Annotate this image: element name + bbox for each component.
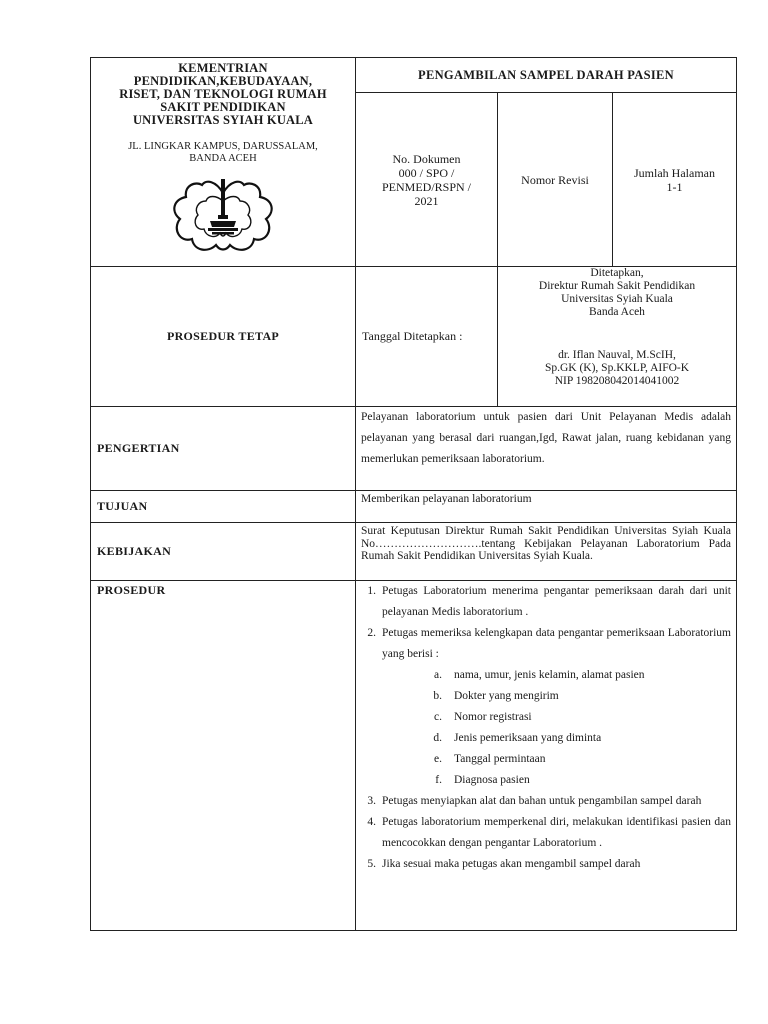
document-title: PENGAMBILAN SAMPEL DARAH PASIEN <box>356 58 737 93</box>
pengertian-label: PENGERTIAN <box>91 407 356 491</box>
spo-table <box>90 57 737 931</box>
university-logo <box>168 171 278 253</box>
list-item: a. nama, umur, jenis kelamin, alamat pasien <box>434 669 645 681</box>
procedure-steps <box>356 581 736 875</box>
list-item: d. Jenis pemeriksaan yang diminta <box>433 732 602 744</box>
signatory-block: dr. Iflan Nauval, M.ScIH, Sp.GK (K), Sp.KKLP, AIFO-K NIP 198208042014041002 <box>544 349 690 387</box>
list-item: f. Diagnosa pasien <box>435 774 530 786</box>
list-item: c. Nomor registrasi <box>434 711 532 723</box>
tujuan-label: TUJUAN <box>91 491 356 523</box>
list-item: e. Tanggal permintaan <box>434 753 546 765</box>
approval-signature-cell <box>498 267 737 407</box>
prosedur-content <box>356 581 737 931</box>
page-count-cell: Jumlah Halaman 1-1 <box>613 93 737 267</box>
institution-address: JL. LINGKAR KAMPUS, DARUSSALAM, BANDA ACEH <box>128 141 318 164</box>
list-item: b. Dokter yang mengirim <box>433 690 559 702</box>
tujuan-text: Memberikan pelayanan laboratorium <box>356 491 737 523</box>
kebijakan-label: KEBIJAKAN <box>91 523 356 581</box>
required-data-list <box>382 665 731 791</box>
pengertian-text: Pelayanan laboratorium untuk pasien dari Unit Pelayanan Medis adalah pelayanan yang berasal dari ruangan,Igd, Rawat jalan, ruang kebidanan yang memerlukan pemeriksaan laboratorium. <box>356 407 737 491</box>
kebijakan-text: Surat Keputusan Direktur Rumah Sakit Pendidikan Universitas Syiah Kuala No……………………….tentang Kebijakan Pelayanan Laboratorium Pada Rumah Sakit Pendidikan Universitas Syiah Kuala. <box>356 523 737 581</box>
procedure-step: 3. Petugas menyiapkan alat dan bahan untuk pengambilan sampel darah <box>367 795 702 807</box>
spo-document <box>90 57 736 931</box>
approval-block: Ditetapkan, Direktur Rumah Sakit Pendidikan Universitas Syiah Kuala Banda Aceh <box>538 267 696 318</box>
procedure-step: 1. Petugas Laboratorium menerima pengantar pemeriksaan darah dari unit pelayanan Medis laboratorium . <box>367 585 731 618</box>
institution-header-cell <box>91 58 356 267</box>
revision-number-cell: Nomor Revisi <box>498 93 613 267</box>
procedure-step: 4. Petugas laboratorium memperkenal diri, melakukan identifikasi pasien dan mencocokkan dengan pengantar Laboratorium . <box>367 816 731 849</box>
prosedur-label: PROSEDUR <box>91 581 356 931</box>
document-number-cell: No. Dokumen 000 / SPO / PENMED/RSPN / 2021 <box>356 93 498 267</box>
protap-label: PROSEDUR TETAP <box>91 267 356 407</box>
procedure-step: 5. Jika sesuai maka petugas akan mengambil sampel darah <box>367 858 641 870</box>
date-established-label: Tanggal Ditetapkan : <box>356 267 498 407</box>
institution-name: KEMENTRIAN PENDIDIKAN,KEBUDAYAAN, RISET, DAN TEKNOLOGI RUMAH SAKIT PENDIDIKAN UNIVERSITAS SYIAH KUALA <box>119 61 327 127</box>
procedure-step: 2. Petugas memeriksa kelengkapan data pengantar pemeriksaan Laboratorium yang berisi : a. nama, umur, jenis kelamin, alamat pasien b. Dokter yang mengirim c. Nomor registrasi d. Jenis pemeriksaan yang diminta e. Tanggal permintaan f. Diagnosa pasien <box>356 623 736 791</box>
